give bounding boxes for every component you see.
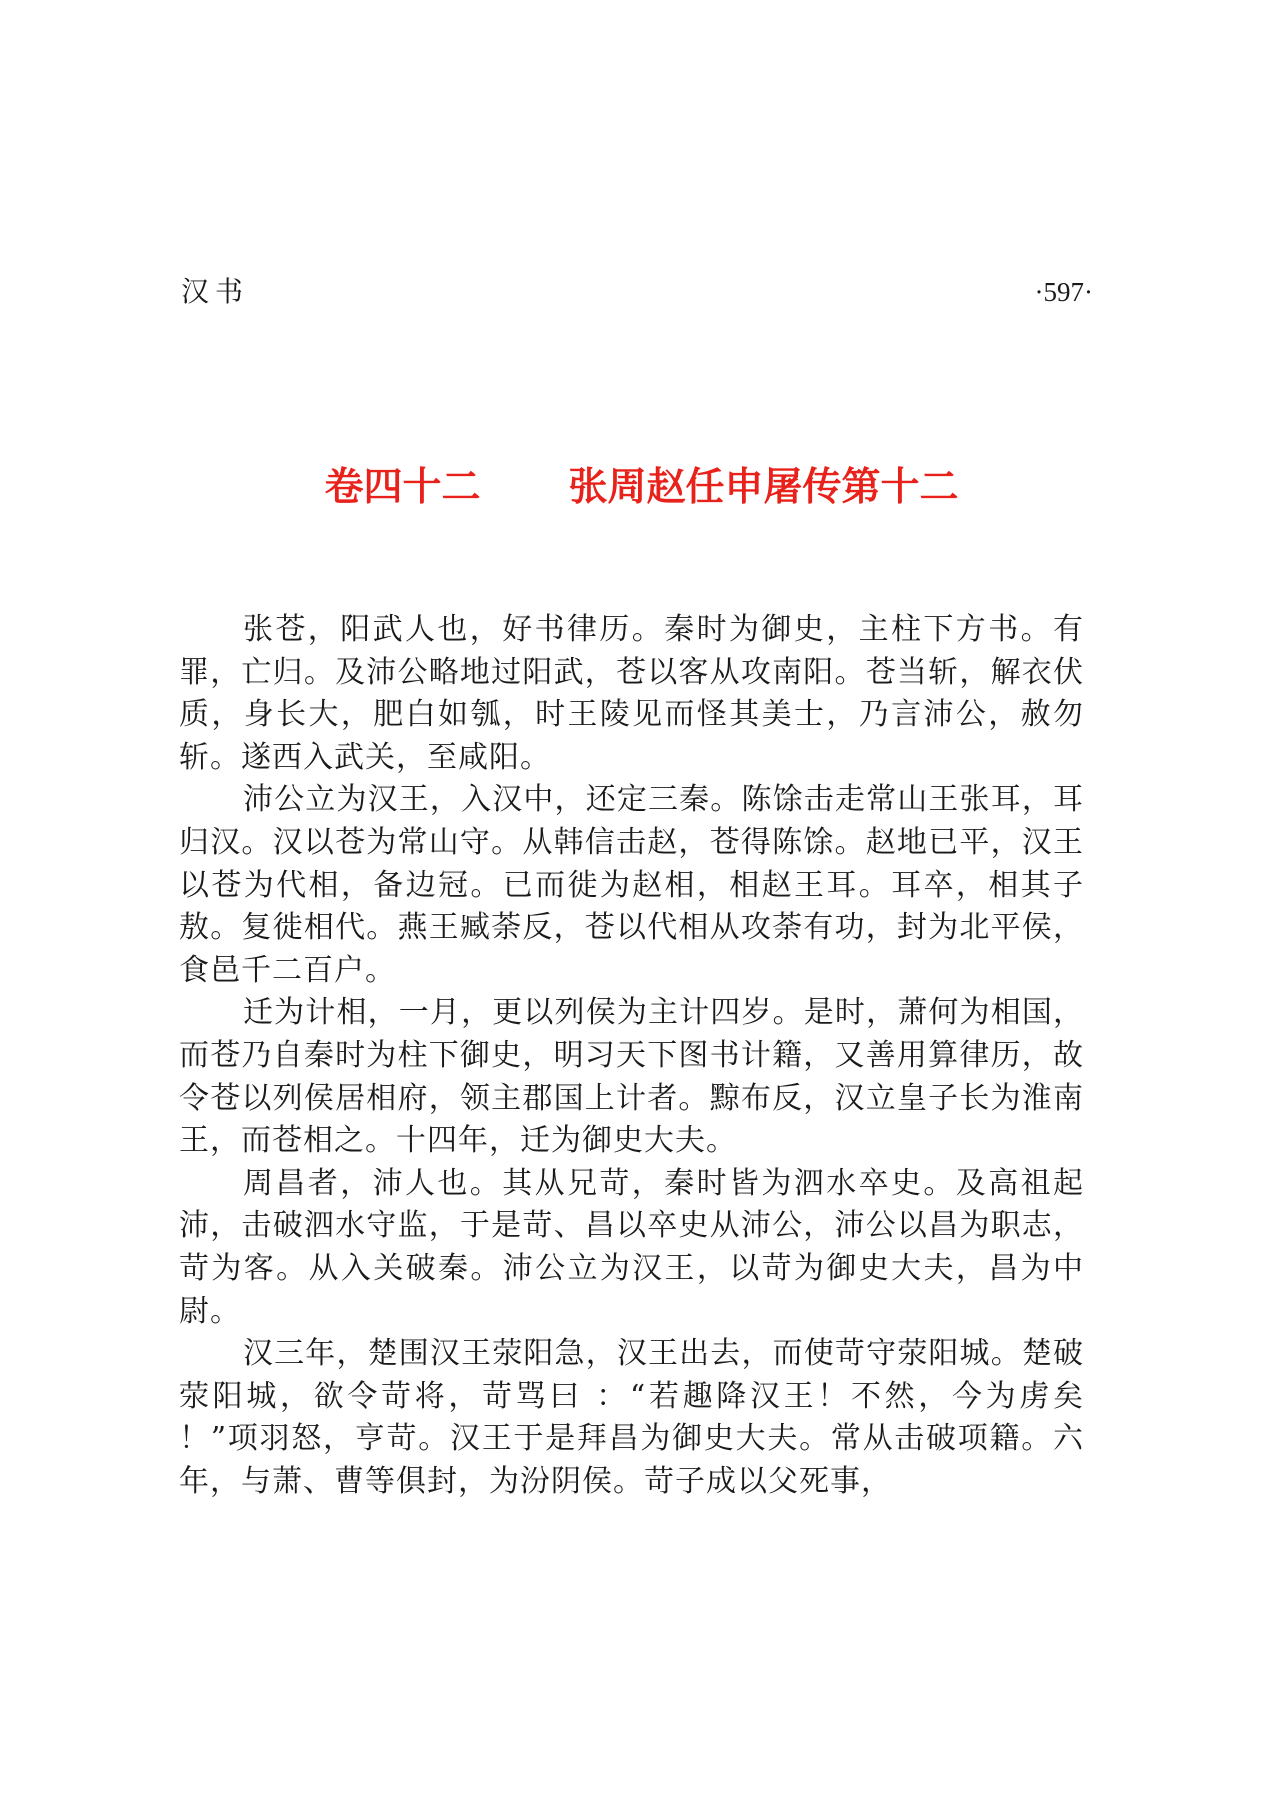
paragraph-ji-xiang: 迁为计相，一月，更以列侯为主计四岁。是时，萧何为相国，而苍乃自秦时为柱下御史，明习天下图书计籍，又善用算律历，故令苍以列侯居相府，领主郡国上计者。黥布反，汉立皇子长为淮南王，而苍相之。十四年，迁为御史大夫。 xyxy=(179,995,1084,1159)
chapter-volume: 卷四十二 xyxy=(324,465,481,510)
page-number: ·597· xyxy=(1034,277,1093,307)
chapter-heading xyxy=(0,460,1283,516)
paragraph-han-wang: 沛公立为汉王，入汉中，还定三秦。陈馀击走常山王张耳，耳归汉。汉以苍为常山守。从韩信击赵，苍得陈馀。赵地已平，汉王以苍为代相，备边冠。已而徙为赵相，相赵王耳。耳卒，相其子敖。复徙相代。燕王臧荼反，苍以代相从攻荼有功，封为北平侯，食邑千二百户。 xyxy=(179,782,1084,988)
chapter-title: 张周赵任申屠传第十二 xyxy=(568,465,959,510)
paragraph-zhou-chang: 周昌者，沛人也。其从兄苛，秦时皆为泗水卒史。及高祖起沛，击破泗水守监，于是苛、昌以卒史从沛公，沛公以昌为职志，苛为客。从入关破秦。沛公立为汉王，以苛为御史大夫，昌为中尉。 xyxy=(179,1165,1084,1329)
running-header xyxy=(181,272,1093,312)
paragraph-zhang-cang: 张苍，阳武人也，好书律历。秦时为御史，主柱下方书。有罪，亡归。及沛公略地过阳武，苍以客从攻南阳。苍当斩，解衣伏质，身长大，肥白如瓠，时王陵见而怪其美士，乃言沛公，赦勿斩。遂西入武关，至咸阳。 xyxy=(179,612,1084,775)
paragraph-han-san-nian: 汉三年，楚围汉王荥阳急，汉王出去，而使苛守荥阳城。楚破荥阳城，欲令苛将，苛骂曰 ：“若趣降汉王！不然，今为虏矣 ！”项羽怒，亨苛。汉王于是拜昌为御史大夫。常从击破项籍。六年，与萧、曹等俱封，为汾阴侯。苛子成以父死事， xyxy=(179,1336,1084,1499)
book-title: 汉书 xyxy=(181,275,250,308)
body-text xyxy=(179,609,1084,1503)
